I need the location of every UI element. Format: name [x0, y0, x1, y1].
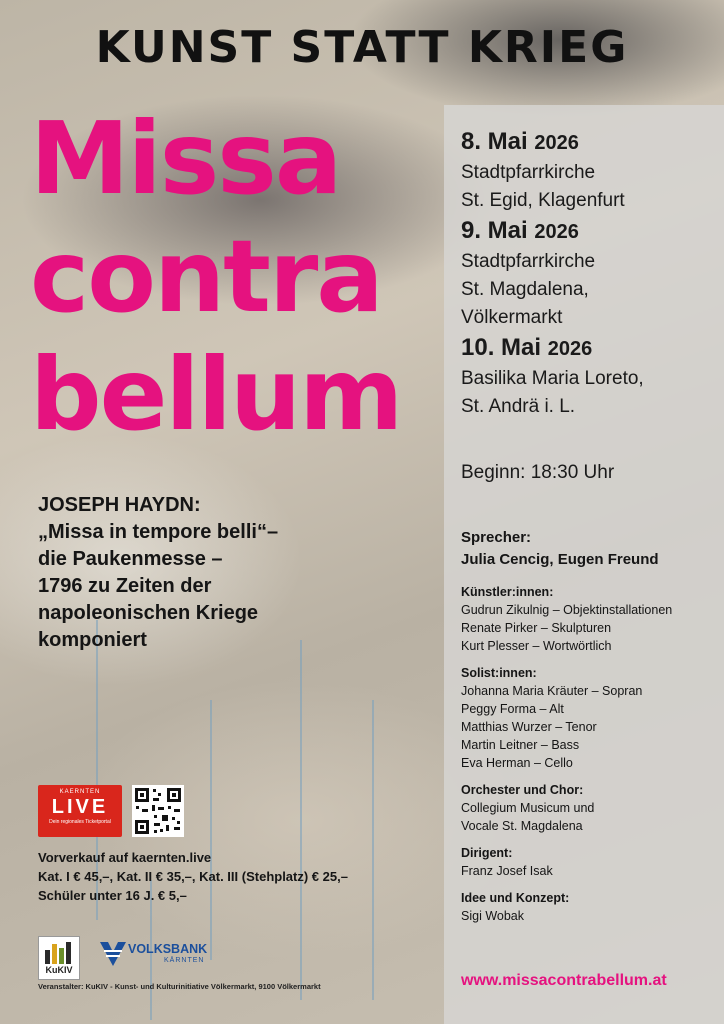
credit-line: Franz Josef Isak [461, 864, 553, 878]
date-day: 8. Mai [461, 128, 528, 155]
volksbank-sub: KÄRNTEN [164, 957, 205, 964]
credit-line: Gudrun Zikulnig – Objektinstallationen [461, 603, 673, 617]
qr-code-icon[interactable] [132, 785, 184, 837]
credit-line: Renate Pirker – Skulpturen [461, 621, 612, 635]
description-line: „Missa in tempore belli“– [38, 521, 279, 543]
date-day: 10. Mai [461, 334, 542, 361]
date-location: Völkermarkt [461, 307, 563, 328]
date-year: 2026 [534, 132, 579, 154]
date-heading [461, 332, 716, 365]
volksbank-name: VOLKSBANK [128, 942, 208, 956]
credit-line: Johanna Maria Kräuter – Sopran [461, 684, 643, 698]
date-location: St. Egid, Klagenfurt [461, 190, 625, 211]
date-location: St. Magdalena, [461, 279, 589, 300]
logo-top-text: KAERNTEN [59, 789, 101, 795]
credit-line: Peggy Forma – Alt [461, 702, 564, 716]
begin-time: Beginn: 18:30 Uhr [461, 462, 615, 483]
credit-line: Kurt Plesser – Wortwörtlich [461, 639, 612, 653]
credit-heading: Dirigent: [461, 846, 513, 860]
logo-main-text: LIVE [51, 796, 109, 818]
date-location: Stadtpfarrkirche [461, 162, 596, 183]
credits [461, 584, 723, 935]
ticket-line: Schüler unter 16 J. € 5,– [38, 888, 187, 903]
date-heading [461, 215, 716, 248]
main-title-line: bellum [30, 336, 402, 453]
date-entry [461, 332, 716, 421]
date-entry [461, 215, 716, 332]
description-line: napoleonischen Kriege [38, 602, 259, 624]
credit-line: Eva Herman – Cello [461, 756, 573, 770]
credit-line: Sigi Wobak [461, 909, 524, 923]
credit-line: Vocale St. Magdalena [461, 819, 583, 833]
volksbank-logo [100, 940, 220, 970]
main-title-line: contra [30, 218, 382, 335]
description-line: die Paukenmesse – [38, 548, 223, 570]
credit-block [461, 782, 723, 835]
credit-line: Martin Leitner – Bass [461, 738, 580, 752]
kaernten-live-logo [38, 785, 122, 837]
date-day: 9. Mai [461, 217, 528, 244]
main-title-line: Missa [30, 100, 341, 217]
date-heading [461, 126, 716, 159]
description-line: komponiert [38, 629, 147, 651]
speaker-names: Julia Cencig, Eugen Freund [461, 551, 659, 568]
paint-streak [300, 640, 302, 1000]
description-line: 1796 zu Zeiten der [38, 575, 212, 597]
credit-block [461, 845, 723, 880]
paint-streak [210, 700, 212, 960]
organizer-text: Veranstalter: KuKIV - Kunst- und Kulturinitiative Völkermarkt, 9100 Völkermarkt [38, 982, 321, 991]
description-line: JOSEPH HAYDN: [38, 494, 201, 516]
date-location: Stadtpfarrkirche [461, 251, 596, 272]
credit-heading: Idee und Konzept: [461, 891, 570, 905]
speaker-heading: Sprecher: [461, 529, 532, 546]
date-location: Basilika Maria Loreto, [461, 368, 644, 389]
ticket-line: Kat. I € 45,–, Kat. II € 35,–, Kat. III (Stehplatz) € 25,– [38, 869, 348, 884]
website-link[interactable]: www.missacontrabellum.at [461, 972, 667, 989]
credit-block [461, 890, 723, 925]
logo-tagline: Dein regionales Ticketportal [49, 819, 111, 825]
main-title [30, 100, 401, 454]
credit-block [461, 584, 723, 655]
concert-dates [461, 126, 716, 421]
credit-heading: Solist:innen: [461, 666, 537, 680]
credit-line: Collegium Musicum und [461, 801, 595, 815]
speaker-block [461, 527, 721, 571]
credit-line: Matthias Wurzer – Tenor [461, 720, 597, 734]
composer-description [38, 492, 398, 654]
ticket-info [38, 848, 438, 905]
date-location: St. Andrä i. L. [461, 396, 576, 417]
header-title: KUNST STATT KRIEG [95, 22, 629, 73]
date-year: 2026 [547, 338, 593, 360]
credit-heading: Orchester und Chor: [461, 783, 584, 797]
kukiv-logo-text: KuKIV [45, 965, 73, 975]
date-entry [461, 126, 716, 215]
credit-block [461, 665, 723, 772]
ticket-line: Vorverkauf auf kaernten.live [38, 850, 212, 865]
kukiv-logo [38, 936, 80, 980]
date-year: 2026 [534, 221, 579, 243]
credit-heading: Künstler:innen: [461, 585, 554, 599]
